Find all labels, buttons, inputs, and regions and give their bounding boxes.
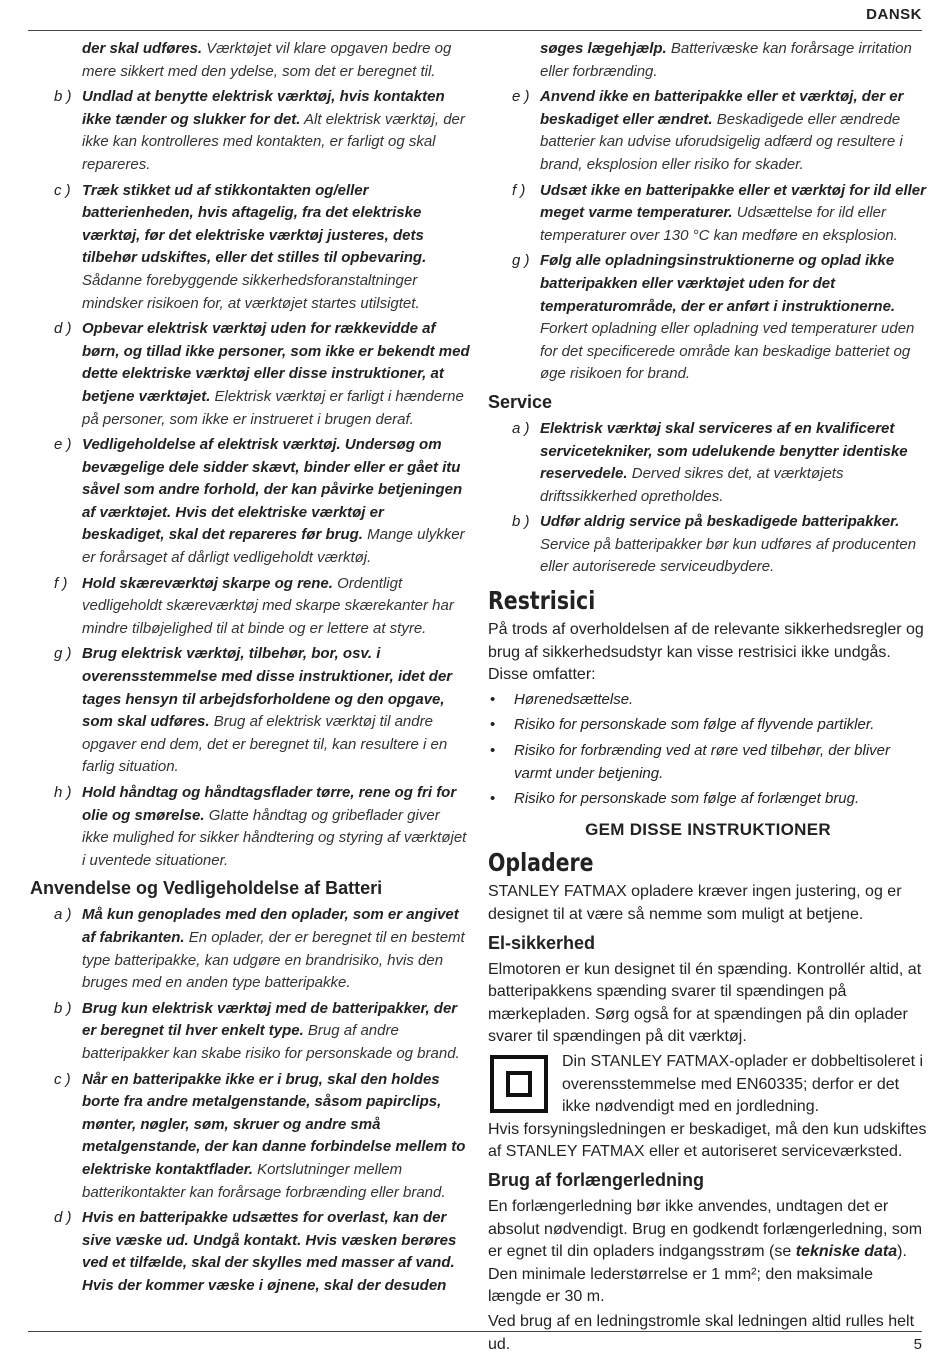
service-list [488,418,928,579]
item-bold-text: Udfør aldrig service på beskadigede batteripakker. [540,513,900,531]
risk-item [488,689,928,712]
continued-item: søges lægehjælp. Batterivæske kan forårsage irritation eller forbrænding. [540,40,912,80]
item-bold-text: Hold skæreværktøj skarpe og rene. [82,574,333,592]
item-label: g ) [54,645,72,663]
list-item [30,1207,470,1297]
continued-item: der skal udføres. Værktøjet vil klare opgaven bedre og mere sikkert med den ydelse, som det er beregnet til. [82,40,452,80]
risk-item [488,740,928,785]
extension-heading: Brug af forlængerledning [488,1169,704,1190]
save-instructions-heading: GEM DISSE INSTRUKTIONER [585,819,831,839]
item-bold-text: Vedligeholdelse af elektrisk værktøj. Undersøg om bevægelige dele sidder skævt, binder eller er gået itu såvel som andre forhold, der kan påvirke betjeningen af værktøjet. Hvis det elektriske værktøj er beskadiget, skal det repareres før brug. [82,436,463,544]
list-item [30,782,470,872]
item-label: f ) [512,181,526,199]
item-text: Ordentligt vedligeholdt skæreværktøj med skarpe skærekanter har mindre tilbøjelighed til at binde og er lettere at styre. [82,574,454,637]
list-item [488,86,928,176]
item-bold-text: Må kun genoplades med den oplader, som er angivet af fabrikanten. [82,906,459,946]
item-bold-text: Opbevar elektrisk værktøj uden for rækkevidde af børn, og tillad ikke personer, som ikke er bekendt med dette elektriske værktøj eller disse instruktioner, at betjene værktøjet. [82,320,470,405]
item-bold-text: Anvend ikke en batteripakke eller et værktøj, der er beskadiget eller ændret. [540,88,904,128]
top-rule [28,30,922,31]
item-label: b ) [512,513,530,531]
item-bold-text: Hold håndtag og håndtagsflader tørre, rene og fri for olie og smørelse. [82,784,457,824]
item-label: b ) [54,999,72,1017]
item-bold-text: Brug kun elektrisk værktøj med de batteripakker, der er beregnet til hver enkelt type. [82,999,458,1040]
technical-data-reference: tekniske data [795,1243,898,1261]
list-item [488,418,928,508]
double-insulation-icon [490,1055,548,1113]
list-item [30,573,470,641]
el-heading: El-sikkerhed [488,932,596,953]
item-label: g ) [512,252,530,270]
item-text: Glatte håndtag og gribeflader giver ikke mulighed for sikker håndtering og styring af værktøjet i uventede situationer. [82,806,467,869]
risk-text: Risiko for personskade som følge af flyvende partikler. [514,716,875,734]
service-heading: Service [488,391,553,412]
item-text: Udsættelse for ild eller temperaturer over 130 °C kan medføre en eksplosion. [540,204,898,244]
extension-text: En forlængerledning bør ikke anvendes, undtagen det er absolut nødvendigt. Brug en godkendt forlængerledning, som er egnet til din opladers indgangsstrøm (se tekniske data). Den minimale lederstørrelse er 1 mm²; den maksimale længde er 30 m. [488,1197,923,1306]
reel-text: Ved brug af en ledningstromle skal ledningen altid rulles helt ud. [488,1312,915,1353]
list-item [30,86,470,176]
el-text: Elmotoren er kun designet til én spænding. Kontrollér altid, at batteripakkens spænding svarer til spændingen på mærkepladen. Sørg også for at spændingen på din oplader svarer til spændingen på dit værktøj. [488,960,922,1046]
item-text: Kortslutninger mellem batterikontakter kan forårsage forbrænding eller brand. [82,1160,446,1201]
item-label: f ) [54,574,68,592]
double-insulated-row [488,1051,928,1119]
risk-text: Hørenedsættelse. [514,690,634,708]
item-bold-text: Når en batteripakke ikke er i brug, skal den holdes borte fra andre metalgenstande, såsom papirclips, mønter, nøgler, søm, skruer og andre små metalgenstande, der kan danne forbindelse mellem to elektriske kontaktflader. [82,1070,466,1178]
right-column [488,38,928,1358]
item-label: d ) [54,320,72,338]
bullet-icon: • [490,690,496,708]
battery-list [30,904,470,1297]
item-text: Elektrisk værktøj er farligt i hænderne på personer, som ikke er instrueret i brugen deraf. [82,387,464,428]
safety-list [30,86,470,872]
item-label: e ) [54,436,72,454]
item-label: c ) [54,1070,71,1088]
restrisici-heading: Restrisici [488,586,596,616]
list-item [30,180,470,316]
double-insulated-text: Din STANLEY FATMAX-oplader er dobbeltisoleret i overensstemmelse med EN60335; derfor er det ikke nødvendigt med en jordledning. [562,1052,924,1116]
list-item [488,511,928,579]
list-item [30,643,470,779]
item-bold-text: Undlad at benytte elektrisk værktøj, hvis kontakten ikke tænder og slukker for det. [82,88,445,128]
item-text: Service på batteripakker bør kun udføres af producenten eller autoriserede serviceudbydere. [540,535,917,576]
risk-item [488,788,928,811]
list-item [488,250,928,386]
item-text: Forkert opladning eller opladning ved temperaturer uden for det specificerede område kan beskadige batteriet og øge risikoen for brand. [540,320,915,383]
bullet-icon: • [490,790,496,808]
risk-item [488,714,928,737]
item-label: a ) [512,419,530,437]
item-text: Beskadigede eller ændrede batterier kan udvise uforudsigelig adfærd og resultere i brand, eksplosion eller risiko for skader. [540,110,903,173]
language-label: DANSK [866,6,922,23]
list-item [30,318,470,431]
restrisici-text: På trods af overholdelsen af de relevante sikkerhedsregler og brug af sikkerhedsudstyr kan visse restrisici ikke undgås. Disse omfatter: [488,621,924,684]
item-bold-text: Hvis en batteripakke udsættes for overlast, kan der sive væske ud. Undgå kontakt. Hvis væsken berøres ved et tilfælde, skal der skylles med masser af vand. Hvis der kommer væske i øjnene, skal der desuden [82,1209,457,1294]
bullet-icon: • [490,742,496,760]
item-text: Sådanne forebyggende sikkerhedsforanstaltninger mindsker risikoen for, at værktøjet startes utilsigtet. [82,271,420,312]
item-label: d ) [54,1209,72,1227]
item-label: a ) [54,906,72,924]
item-text: Brug af elektrisk værktøj til andre opgaver end dem, det er beregnet til, kan resultere i en farlig situation. [82,713,448,776]
item-label: b ) [54,88,72,106]
item-label: e ) [512,88,530,106]
risk-list [488,689,928,811]
item-text: Derved sikres det, at værktøjets driftssikkerhed opretholdes. [540,465,844,505]
item-bold-text: Elektrisk værktøj skal serviceres af en kvalificeret servicetekniker, som udelukende benytter identiske reservedele. [540,419,908,483]
item-bold-text: Udsæt ikke en batteripakke eller et værktøj for ild eller meget varme temperaturer. [540,181,926,222]
cord-text: Hvis forsyningsledningen er beskadiget, må den kun udskiftes af STANLEY FATMAX eller et autoriseret serviceværksted. [488,1120,927,1161]
list-item [30,904,470,994]
item-bold-text: Følg alle opladningsinstruktionerne og oplad ikke batteripakken eller værktøjet uden for det temperaturområde, der er anført i instruktionerne. [540,252,896,315]
battery-list-continued [488,86,928,386]
bullet-icon: • [490,716,496,734]
item-bold-text: Træk stikket ud af stikkontakten og/eller batterienheden, hvis aftagelig, fra det elektriske værktøj, før det elektriske værktøj justeres, dets tilbehør udskiftes, eller det stilles til opbevaring. [82,181,427,267]
risk-text: Risiko for forbrænding ved at røre ved tilbehør, der bliver varmt under betjening. [514,742,890,782]
item-text: Mange ulykker er forårsaget af dårligt vedligeholdt værktøj. [82,526,465,567]
risk-text: Risiko for personskade som følge af forlænget brug. [514,790,860,808]
item-label: h ) [54,784,72,801]
list-item [30,998,470,1066]
bottom-rule [28,1331,922,1332]
item-text: En oplader, der er beregnet til en bestemt type batteripakke, kan udgøre en brandrisiko, hvis den bruges med en anden type batteripakke. [82,928,465,992]
item-bold-text: Brug elektrisk værktøj, tilbehør, bor, osv. i overensstemmelse med disse instruktioner, idet der tages hensyn til arbejdsforholdene og den opgave, som skal udføres. [82,645,453,731]
opladere-heading: Opladere [488,848,594,878]
opladere-text: STANLEY FATMAX opladere kræver ingen justering, og er designet til at være så nemme som muligt at betjene. [488,883,902,923]
left-column [30,38,470,1300]
item-label: c ) [54,181,71,199]
list-item [30,434,470,570]
list-item [30,1069,470,1205]
page-number: 5 [913,1336,922,1353]
battery-heading: Anvendelse og Vedligeholdelse af Batteri [30,878,383,899]
item-text: Brug af andre batteripakker kan skabe risiko for personskade og brand. [82,1022,460,1062]
item-text: Alt elektrisk værktøj, der ikke kan kontrolleres med kontakten, er farligt og skal repareres. [82,110,465,173]
list-item [488,180,928,248]
